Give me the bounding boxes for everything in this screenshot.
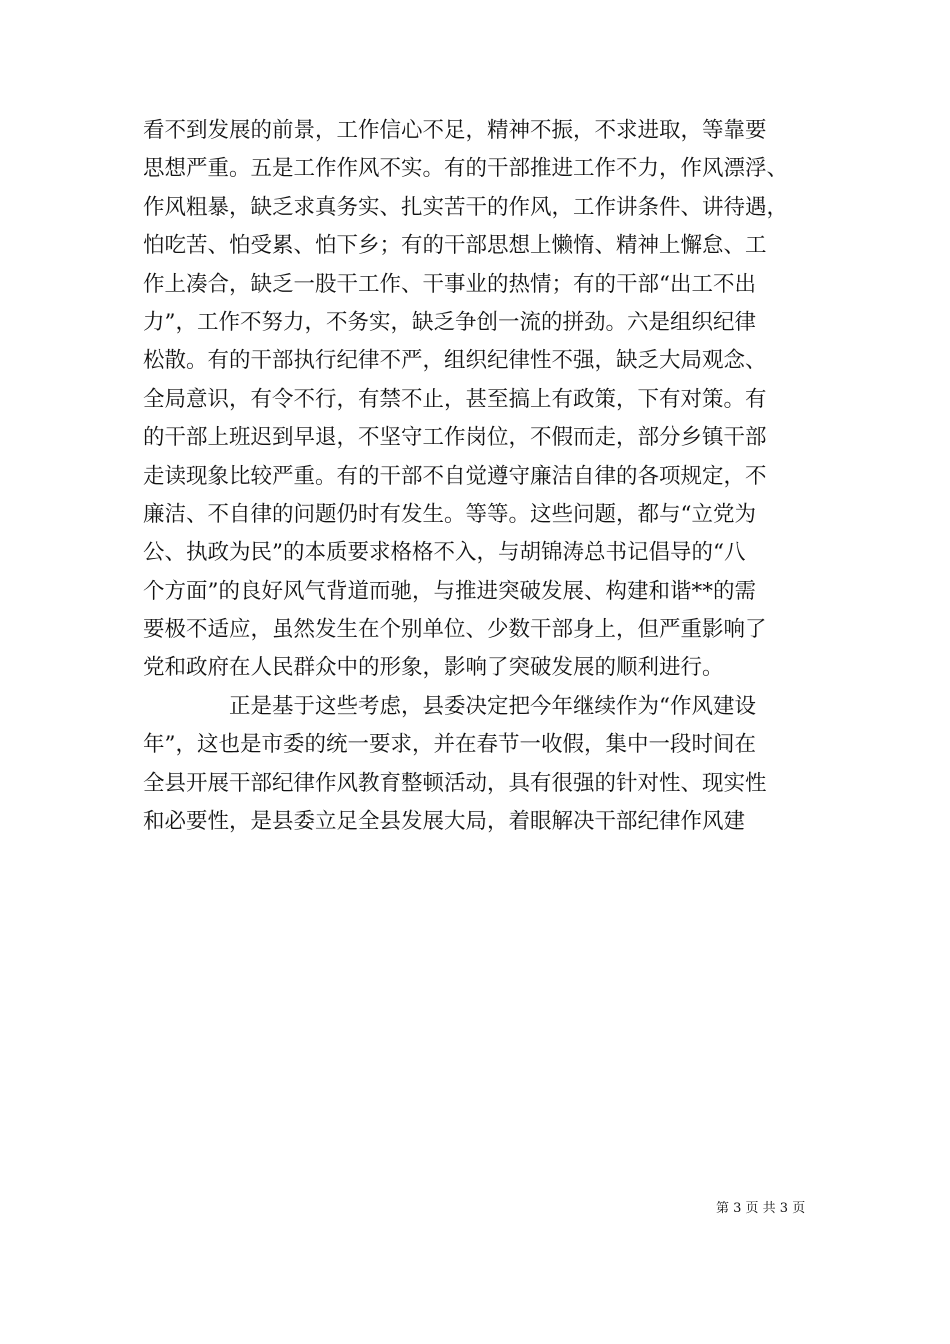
text-line: 公、执政为民”的本质要求格格不入，与胡锦涛总书记倡导的“八 bbox=[143, 540, 746, 566]
text-line: 松散。有的干部执行纪律不严，组织纪律性不强，缺乏大局观念、 bbox=[143, 348, 767, 374]
text-line: 怕吃苦、怕受累、怕下乡；有的干部思想上懒惰、精神上懈怠、工 bbox=[143, 233, 767, 259]
text-line: 走读现象比较严重。有的干部不自觉遵守廉洁自律的各项规定，不 bbox=[143, 463, 767, 489]
text-line: 全县开展干部纪律作风教育整顿活动，具有很强的针对性、现实性 bbox=[143, 770, 767, 796]
text-line: 个方面”的良好风气背道而驰，与推进突破发展、构建和谐**的需 bbox=[143, 578, 756, 604]
text-line: 和必要性，是县委立足全县发展大局，着眼解决干部纪律作风建 bbox=[143, 809, 746, 835]
text-line: 作风粗暴，缺乏求真务实、扎实苦干的作风，工作讲条件、讲待遇， bbox=[143, 194, 789, 220]
text-line: 正是基于这些考虑，县委决定把今年继续作为“作风建设 bbox=[143, 693, 756, 719]
text-line: 廉洁、不自律的问题仍时有发生。等等。这些问题，都与“立党为 bbox=[143, 501, 756, 527]
text-line: 的干部上班迟到早退，不坚守工作岗位，不假而走，部分乡镇干部 bbox=[143, 425, 767, 451]
text-line: 力”，工作不努力，不务实，缺乏争创一流的拼劲。六是组织纪律 bbox=[143, 309, 756, 335]
text-line: 全局意识，有令不行，有禁不止，甚至搞上有政策，下有对策。有 bbox=[143, 386, 767, 412]
text-line: 作上凑合，缺乏一股干工作、干事业的热情；有的干部“出工不出 bbox=[143, 271, 756, 297]
text-line: 看不到发展的前景，工作信心不足，精神不振，不求进取，等靠要 bbox=[143, 118, 767, 143]
page-number: 第 3 页 共 3 页 bbox=[716, 1201, 806, 1216]
body-text bbox=[143, 112, 813, 841]
text-line: 年”，这也是市委的统一要求，并在春节一收假，集中一段时间在 bbox=[143, 732, 756, 758]
text-line: 要极不适应，虽然发生在个别单位、少数干部身上，但严重影响了 bbox=[143, 617, 767, 643]
text-line: 思想严重。五是工作作风不实。有的干部推进工作不力，作风漂浮、 bbox=[143, 156, 789, 182]
text-line: 党和政府在人民群众中的形象，影响了突破发展的顺利进行。 bbox=[143, 655, 724, 681]
